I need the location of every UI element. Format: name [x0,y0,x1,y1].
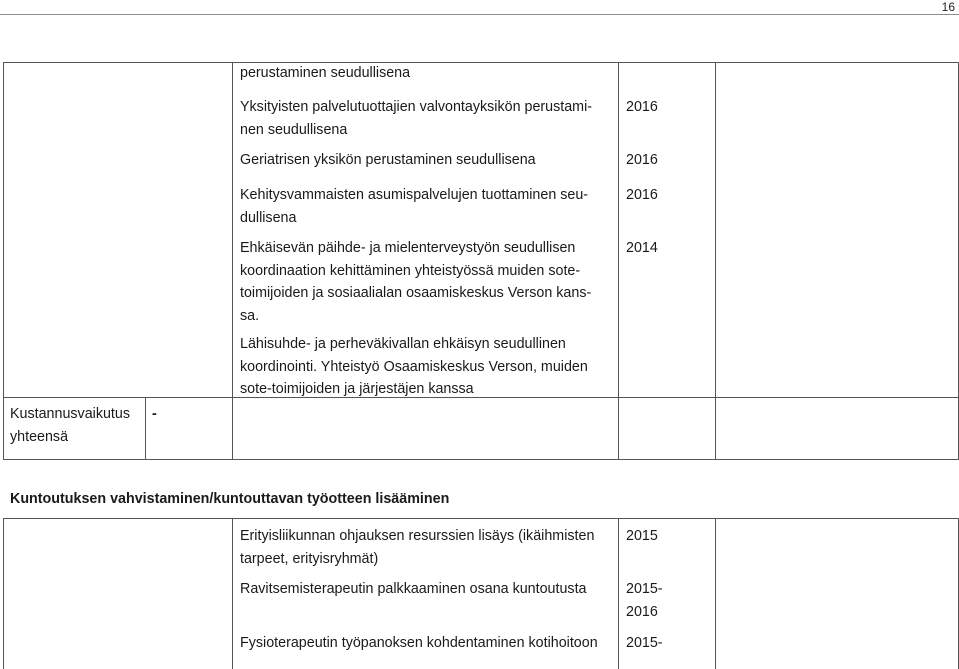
table-1-year-divider [618,62,619,460]
table-row [240,525,594,570]
row-year: 2016 [626,187,658,203]
cost-effect-label: Kustannusvaikutus yhteensä [10,406,131,445]
table-row [240,184,588,229]
row-year: 2014 [626,240,658,256]
row-year: 2015- [626,635,663,651]
row-description-line: koordinaation kehittäminen yhteistyössä muiden sote- [240,262,581,279]
row-year: 2015 [626,528,658,544]
row-description-line: Ravitsemisterapeutin palkkaaminen osana kuntoutusta [240,581,587,597]
row-description-line: sa. [240,307,260,324]
table-1-col4-divider [715,62,716,460]
table-row [240,237,591,327]
row-description-line: Geriatrisen yksikön perustaminen seudullisena [240,152,536,168]
row-description-line: Erityisliikunnan ohjauksen resurssien lisäys (ikäihmisten [240,528,595,544]
row-description-line: perustaminen seudullisena [240,65,411,81]
row-description-line: tarpeet, erityisryhmät) [240,550,379,567]
table-2-left-border [3,518,4,669]
section-heading: Kuntoutuksen vahvistaminen/kuntouttavan työotteen lisääminen [10,491,450,507]
row-description-line: nen seudullisena [240,121,348,138]
row-description-line: toimijoiden ja sosiaalialan osaamiskeskus Verson kans- [240,285,592,301]
table-2-desc-divider [232,518,233,669]
table-row [240,62,410,85]
row-description-line: Fysioterapeutin työpanoksen kohdentaminen kotihoitoon [240,635,598,651]
cost-effect-value: - [152,406,157,422]
row-description-line: Yksityisten palvelutuottajien valvontayksikön perustami- [240,99,593,115]
row-description-line: Kehitysvammaisten asumispalvelujen tuottaminen seu- [240,187,589,203]
page-number: 16 [941,0,955,14]
row-description-line: Ehkäisevän päihde- ja mielenterveystyön seudullisen [240,240,576,256]
row-description-line: Lähisuhde- ja perheväkivallan ehkäisyn seudullinen [240,336,566,352]
header-rule [0,14,959,15]
row-description-line: sote-toimijoiden ja järjestäjen kanssa [240,381,474,397]
row-description-line: dullisena [240,209,297,226]
table-2-top-border [3,518,958,519]
table-row [240,578,587,601]
row-year: 2015- 2016 [626,581,663,620]
table-row [240,333,588,401]
table-row [240,149,536,172]
table-2-year-divider [618,518,619,669]
table-row [240,96,592,141]
table-2-col4-divider [715,518,716,669]
table-1-left-border [3,62,4,460]
row-year: 2016 [626,152,658,168]
row-year: 2016 [626,99,658,115]
table-row [240,632,598,655]
table-1-desc-divider [232,62,233,460]
table-1-top-border [3,62,958,63]
row-description-line: koordinointi. Yhteistyö Osaamiskeskus Verson, muiden [240,358,588,375]
table-1-bottom-border [3,459,958,460]
table-1-label-divider [145,397,146,460]
